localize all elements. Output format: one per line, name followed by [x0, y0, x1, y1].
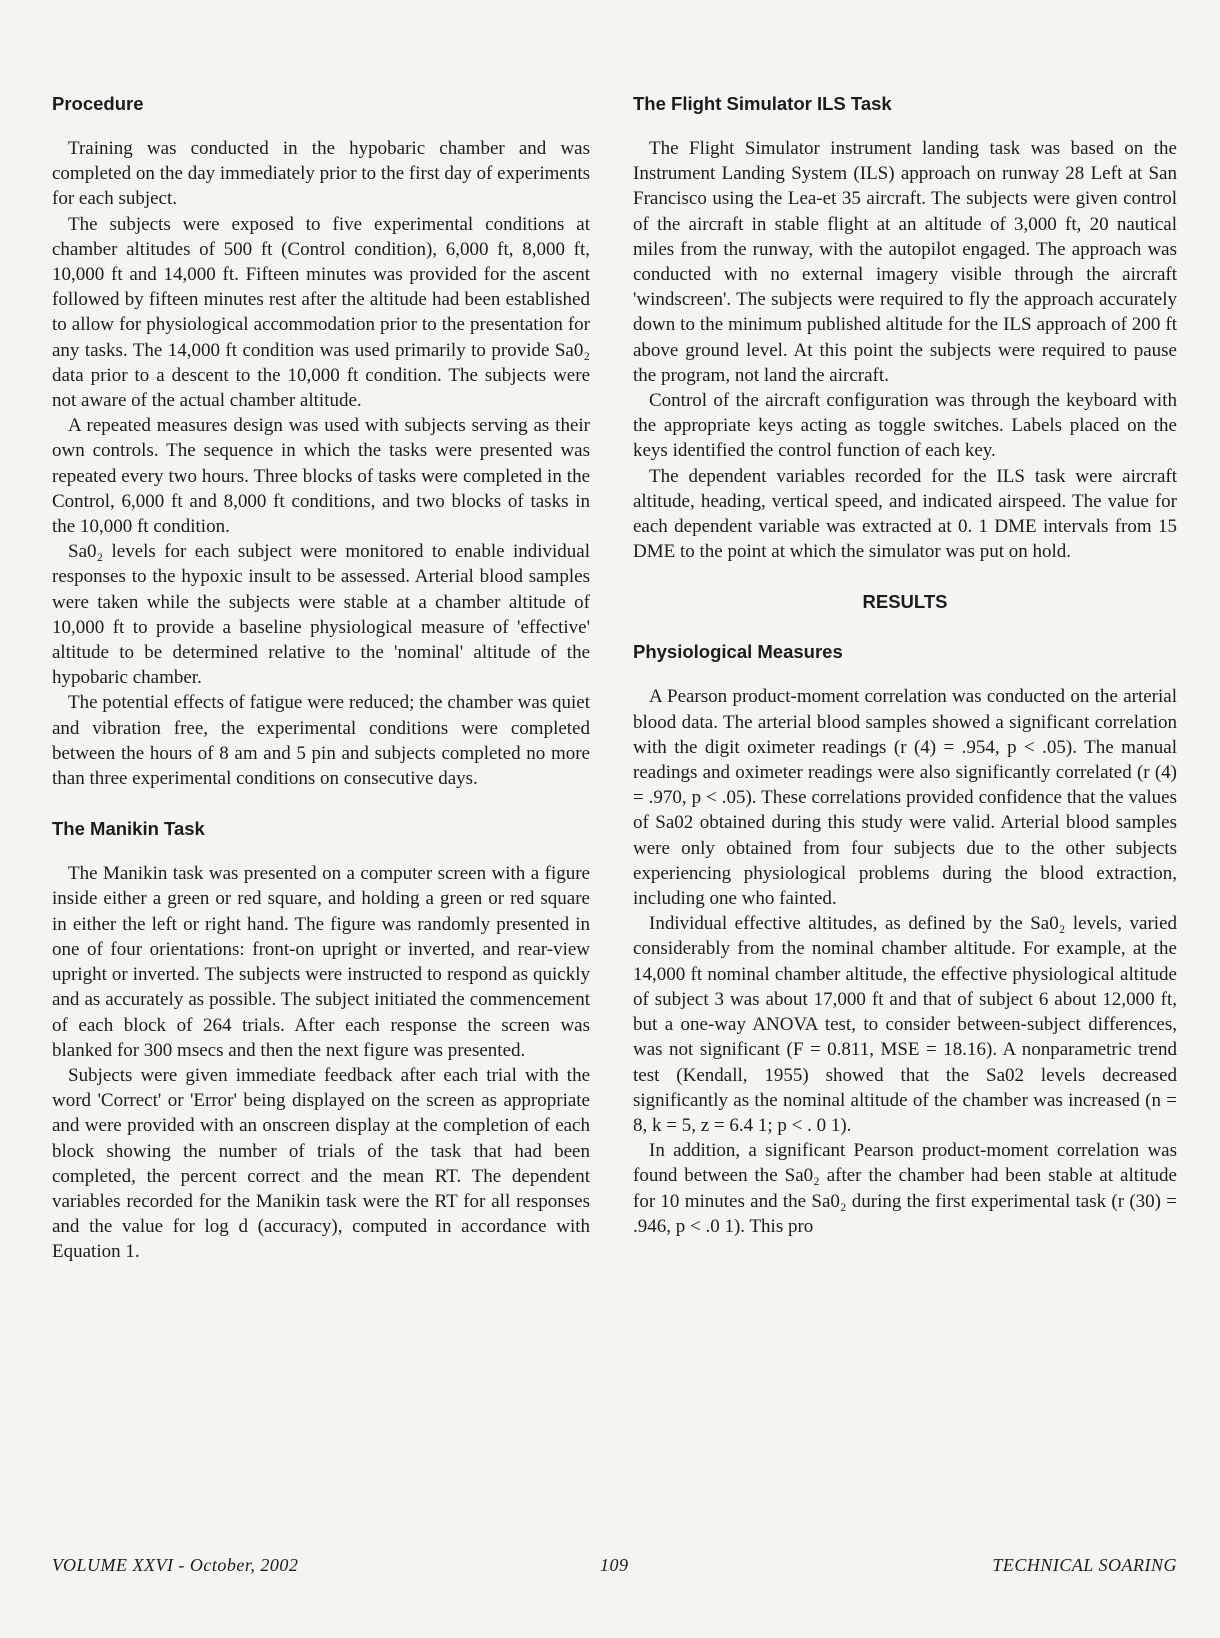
page-footer: [52, 1555, 1177, 1581]
physio-paragraph-1: A Pearson product-moment correlation was conducted on the arterial blood data. The arterial blood samples showed a significant correlation with the digit oximeter readings (r (4) = .954, p < .05). The manual readings and oximeter readings were also significantly correlated (r (4) = .970, p < .05). These correlations provided confidence that the values of Sa02 obtained during this study were valid. Arterial blood samples were only obtained from four subjects due to the other subjects experiencing physiological problems during the blood extraction, including one who fainted.: [633, 686, 1177, 910]
left-column: [52, 86, 590, 1265]
physiological-measures-heading: Physiological Measures: [633, 641, 843, 663]
right-column: [633, 86, 1177, 1239]
procedure-paragraph-5: The potential effects of fatigue were reduced; the chamber was quiet and vibration free, the experimental conditions were completed between the hours of 8 am and 5 pin and subjects completed no more than three experimental conditions on consecutive days.: [52, 692, 590, 790]
ils-paragraph-1: The Flight Simulator instrument landing task was based on the Instrument Landing System (ILS) approach on runway 28 Left at San Francisco using the Lea-et 35 aircraft. The subjects were given control of the aircraft in stable flight at an altitude of 3,000 ft, 20 nautical miles from the runway, with the autopilot engaged. The approach was conducted with no external imagery visible through the aircraft 'windscreen'. The subjects were required to fly the approach accurately down to the minimum published altitude for the ILS approach of 200 ft above ground level. At this point the subjects were required to pause the program, not land the aircraft.: [633, 138, 1177, 386]
procedure-paragraph-3: A repeated measures design was used with subjects serving as their own controls. The sequence in which the tasks were presented was repeated every two hours. Three blocks of tasks were completed in the Control, 6,000 ft and 8,000 ft conditions, and two blocks of tasks in the 10,000 ft condition.: [52, 415, 590, 538]
page-number: 109: [600, 1555, 629, 1575]
ils-paragraph-3: The dependent variables recorded for the ILS task were aircraft altitude, heading, vertical speed, and indicated airspeed. The value for each dependent variable was extracted at 0. 1 DME intervals from 15 DME to the point at which the simulator was put on hold.: [633, 465, 1177, 563]
procedure-heading: Procedure: [52, 93, 144, 114]
manikin-heading: The Manikin Task: [52, 818, 205, 840]
procedure-paragraph-2: The subjects were exposed to five experimental conditions at chamber altitudes of 500 ft (Control condition), 6,000 ft, 8,000 ft, 10,000 ft and 14,000 ft. Fifteen minutes was provided for the ascent followed by fifteen minutes rest after the altitude had been established to allow for physiological accommodation prior to the presentation for any tasks. The 14,000 ft condition was used primarily to provide Sa0₂ data prior to a descent to the 10,000 ft condition. The subjects were not aware of the actual chamber altitude.: [52, 213, 590, 412]
ils-heading: The Flight Simulator ILS Task: [633, 93, 892, 114]
footer-volume-date: VOLUME XXVI - October, 2002: [52, 1555, 299, 1575]
procedure-paragraph-4: Sa0₂ levels for each subject were monitored to enable individual responses to the hypoxic insult to be assessed. Arterial blood samples were taken while the subjects were stable at a chamber altitude of 10,000 ft to provide a baseline physiological measure of 'effective' altitude to be determined relative to the 'nominal' altitude of the hypobaric chamber.: [52, 541, 590, 689]
ils-paragraph-2: Control of the aircraft configuration was through the keyboard with the appropriate keys acting as toggle switches. Labels placed on the keys identified the control function of each key.: [633, 390, 1177, 462]
manikin-paragraph-1: The Manikin task was presented on a computer screen with a figure inside either a green or red square, and holding a green or red square in either the left or right hand. The figure was randomly presented in one of four orientations: front-on upright or inverted, and rear-view upright or inverted. The subjects were instructed to respond as quickly and as accurately as possible. The subject initiated the commencement of each block of 264 trials. After each response the screen was blanked for 300 msecs and then the next figure was presented.: [52, 863, 590, 1061]
footer-journal-name: TECHNICAL SOARING: [992, 1555, 1177, 1575]
results-heading: RESULTS: [862, 591, 948, 613]
manikin-paragraph-2: Subjects were given immediate feedback after each trial with the word 'Correct' or 'Error' being displayed on the screen as appropriate and were provided with an onscreen display at the completion of each block showing the number of trials of the task that had been completed, the percent correct and the mean RT. The dependent variables recorded for the Manikin task were the RT for all responses and the value for log d (accuracy), computed in accordance with Equation 1.: [52, 1064, 590, 1263]
physio-paragraph-2: Individual effective altitudes, as defined by the Sa0₂ levels, varied considerably from the nominal chamber altitude. For example, at the 14,000 ft nominal chamber altitude, the effective physiological altitude of subject 3 was about 17,000 ft and that of subject 6 about 12,000 ft, but a one-way ANOVA test, to consider between-subject differences, was not significant (F = 0.811, MSE = 18.16). A nonparametric trend test (Kendall, 1955) showed that the Sa02 levels decreased significantly as the nominal altitude of the chamber was increased (n = 8, k = 5, z = 6.4 1; p < . 0 1).: [633, 913, 1177, 1136]
physio-paragraph-3: In addition, a significant Pearson product-moment correlation was found between the Sa0₂ after the chamber had been stable at altitude for 10 minutes and the Sa0₂ during the first experimental task (r (30) = .946, p < .0 1). This pro: [633, 1140, 1177, 1237]
procedure-paragraph-1: Training was conducted in the hypobaric chamber and was completed on the day immediately prior to the first day of experiments for each subject.: [52, 138, 590, 210]
